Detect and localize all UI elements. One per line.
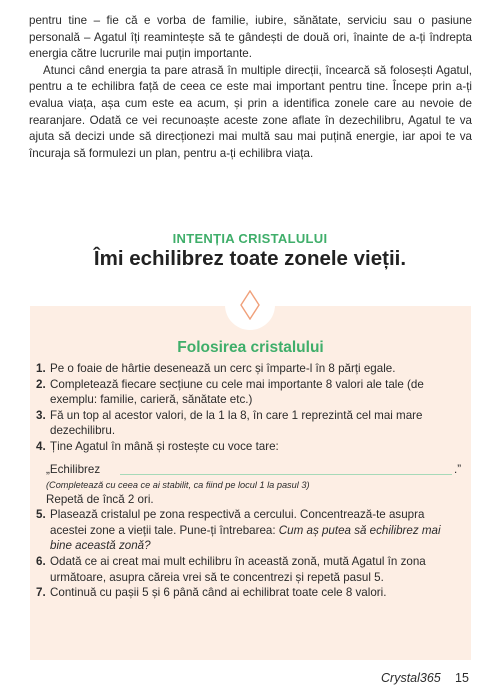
step-number: 3. — [36, 408, 46, 422]
step-3 — [36, 408, 464, 439]
fill-label: „Echilibrez — [46, 462, 101, 476]
intention-title: Îmi echilibrez toate zonele vieții. — [93, 247, 407, 270]
step-number: 5. — [36, 508, 46, 522]
step-number: 1. — [36, 362, 46, 375]
footer-brand: Crystal365 — [381, 671, 441, 685]
step-5 — [36, 507, 464, 554]
intro-paragraph-1: pentru tine – fie că e vorba de familie, iubire, sănătate, serviciu sau o pasiune personală – Agatul îți reamintește să te gândești de două ori, înainte de a-ți îndrepta energia către lucrurile mai puțin importante. — [29, 14, 472, 61]
intro-paragraph-2: Atunci când energia ta pare atrasă în multiple direcții, încearcă să folosești Agatul, pentru a te echilibra față de ceea ce este mai important pentru tine. Începe prin a-ți evalua viața, așa cum este ea acum, și prin a identifica zonele care au nevoie de rearanjare. Odată ce vei recunoaște aceste zone aflate în dezechilibru, Agatul te va ajuta să decizi unde să direcționezi mai multă sau mai puțină energie, iar apoi te va încuraja să formulezi un plan, pentru a-ți echilibra viața. — [29, 63, 472, 160]
step-text: Fă un top al acestor valori, de la 1 la 8, în care 1 reprezintă cel mai mare dezechilibru. — [50, 408, 423, 438]
step-text: Ține Agatul în mână și rostește cu voce tare: — [50, 439, 279, 453]
step-text: Plasează cristalul pe zona respectivă a cercului. Concentrează-te asupra acestei zone a vieții tale. Pune-ți întrebarea: — [50, 508, 425, 537]
step-text: Odată ce ai creat mai mult echilibru în această zonă, mută Agatul în zona următoare, asupra căreia vrei să te concentrezi și repetă pasul 5. — [50, 554, 426, 584]
step-number: 4. — [36, 439, 46, 453]
intention-kicker: INTENȚIA CRISTALULUI — [172, 231, 328, 246]
usage-steps — [36, 361, 464, 601]
step-text: Completează fiecare secțiune cu cele mai importante 8 valori ale tale (de exemplu: familie, carieră, sănătate etc.) — [50, 377, 424, 407]
intro-text — [29, 13, 472, 162]
step-7 — [36, 585, 464, 601]
step-text: Continuă cu pașii 5 și 6 până când ai echilibrat toate cele 8 valori. — [50, 586, 387, 600]
fill-note: (Completează cu ceea ce ai stabilit, ca fiind pe locul 1 la pasul 3) — [46, 479, 310, 490]
crystal-icon — [240, 290, 260, 320]
step-6 — [36, 554, 464, 585]
step-number: 2. — [36, 377, 46, 391]
usage-title: Folosirea cristalului — [177, 339, 324, 356]
fill-in-line — [36, 460, 464, 478]
fill-close-quote: .” — [454, 462, 462, 476]
step-question: Cum aș putea să echilibrez mai bine această zonă? — [50, 523, 441, 553]
step-4 — [36, 439, 464, 455]
step-2 — [36, 377, 464, 408]
fill-blank-line — [120, 474, 452, 475]
crystal-badge — [225, 280, 275, 330]
step-number: 7. — [36, 586, 46, 600]
step-number: 6. — [36, 554, 46, 568]
step-1 — [36, 361, 464, 377]
page-number: 15 — [455, 671, 469, 685]
step-text: Pe o foaie de hârtie desenează un cerc și împarte-l în 8 părți egale. — [50, 362, 396, 375]
repeat-text: Repetă de încă 2 ori. — [46, 492, 154, 506]
